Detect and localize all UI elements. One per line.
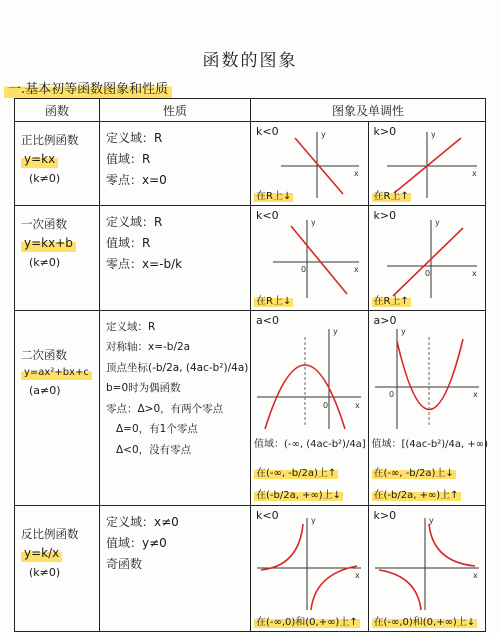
prop-line: 奇函数	[106, 557, 143, 571]
k-label: k<0	[256, 509, 279, 522]
x-label: x	[471, 269, 477, 278]
origin-label: 0	[388, 390, 394, 399]
mono-label: 在(-∞, -b/2a)上↓	[372, 464, 456, 479]
prop-cell	[100, 311, 251, 506]
curve	[379, 570, 421, 610]
y-label: y	[428, 516, 434, 525]
prop-line: Δ=0，有1个零点	[116, 423, 198, 436]
prop-line: 零点：Δ>0，有两个零点	[106, 402, 224, 415]
curve	[261, 524, 303, 570]
graph-cell	[251, 122, 486, 206]
func-name: 反比例函数	[21, 527, 79, 541]
prop-line: 定义域：R	[106, 321, 156, 333]
graph-pane-left	[251, 122, 368, 205]
origin-label: 0	[301, 265, 307, 274]
table-row	[15, 206, 486, 311]
x-label: x	[354, 169, 359, 178]
curve	[393, 228, 463, 296]
y-label: y	[311, 516, 316, 525]
mono-label: 在R上↓	[254, 187, 293, 202]
func-formula: y=ax²+bx+c	[21, 366, 92, 380]
table-row	[15, 506, 486, 632]
func-cond: (k≠0)	[29, 565, 61, 579]
graph-pane-left	[251, 506, 368, 631]
table-row	[15, 122, 486, 206]
prop-line: 对称轴：x=-b/2a	[106, 341, 191, 354]
x-label: x	[472, 390, 478, 399]
x-label: x	[354, 265, 359, 274]
graph-cell	[251, 506, 486, 632]
prop-line: 定义域：R	[106, 131, 163, 145]
func-cell	[15, 506, 100, 632]
x-label: x	[471, 169, 477, 178]
graph-pane-right	[368, 206, 486, 310]
origin-label: 0	[323, 401, 329, 410]
header-prop: 性质	[100, 99, 251, 122]
y-label: y	[400, 327, 406, 336]
mono-label: 在(-∞,0)和(0,+∞)上↓	[372, 613, 478, 628]
graph-pane-right	[368, 506, 486, 631]
graph-cell	[251, 206, 486, 311]
graph-pane-left	[251, 311, 368, 505]
graph-pane-right	[368, 122, 486, 205]
section-heading: 一.基本初等函数图象和性质	[4, 77, 172, 98]
mono-label: 在(-b/2a, +∞)上↓	[254, 486, 343, 501]
k-label: k<0	[256, 209, 279, 222]
func-cell	[15, 311, 100, 506]
y-label: y	[311, 218, 316, 227]
func-name: 二次函数	[21, 348, 67, 362]
k-label: k>0	[373, 209, 397, 222]
curve	[429, 524, 475, 566]
x-label: x	[355, 401, 360, 410]
func-cond: (a≠0)	[29, 384, 61, 398]
k-label: k>0	[373, 125, 397, 138]
prop-line: 值域：R	[106, 152, 151, 166]
k-label: a>0	[373, 314, 397, 327]
y-label: y	[333, 327, 338, 336]
prop-line: b=0时为偶函数	[106, 382, 181, 395]
prop-line: 零点：x=-b/k	[106, 257, 183, 271]
mono-label: 在(-∞, -b/2a)上↑	[254, 464, 338, 479]
range-label: 值域：(-∞, (4ac-b²)/4a]	[254, 439, 366, 450]
mono-label: 在R上↑	[372, 292, 411, 307]
k-label: k<0	[256, 125, 279, 138]
prop-cell	[100, 122, 251, 206]
header-func: 函数	[15, 99, 100, 122]
curve	[397, 339, 463, 410]
origin-label: 0	[424, 269, 430, 278]
header-row	[15, 99, 486, 122]
function-table	[14, 98, 486, 632]
prop-line: 定义域：x≠0	[106, 515, 179, 529]
func-cond: (k≠0)	[29, 255, 61, 269]
k-label: a<0	[256, 314, 279, 327]
table-row	[15, 311, 486, 506]
curve	[311, 566, 357, 610]
func-name: 正比例函数	[21, 133, 79, 147]
mono-label: 在(-∞,0)和(0,+∞)上↑	[254, 613, 360, 628]
y-label: y	[434, 218, 440, 227]
prop-line: 顶点坐标(-b/2a, (4ac-b²)/4a)	[106, 361, 249, 374]
graph-cell	[251, 311, 486, 506]
func-name: 一次函数	[21, 217, 67, 231]
y-label: y	[321, 130, 326, 139]
func-formula: y=kx	[21, 151, 58, 168]
func-cond: (k≠0)	[29, 171, 61, 185]
prop-line: Δ<0，没有零点	[116, 443, 192, 456]
func-cell	[15, 206, 100, 311]
curve	[291, 226, 347, 294]
graph-pane-left	[251, 206, 368, 310]
mono-label: 在(-b/2a, +∞)上↑	[372, 486, 461, 501]
prop-line: 值域：R	[106, 236, 151, 250]
func-formula: y=k/x	[21, 545, 62, 562]
page-title: 函数的图象	[202, 51, 298, 71]
mono-label: 在R上↑	[372, 187, 411, 202]
func-cell	[15, 122, 100, 206]
prop-line: 定义域：R	[106, 215, 163, 229]
k-label: k>0	[373, 509, 397, 522]
graph-pane-right	[368, 311, 486, 505]
y-label: y	[430, 130, 436, 139]
header-graph: 图象及单调性	[251, 99, 486, 122]
prop-line: 零点：x=0	[106, 173, 167, 187]
prop-cell	[100, 506, 251, 632]
mono-label: 在R上↓	[254, 292, 293, 307]
prop-line: 值域：y≠0	[106, 536, 167, 550]
range-label: 值域：[(4ac-b²)/4a, +∞)	[371, 439, 488, 450]
x-label: x	[472, 571, 478, 580]
func-formula: y=kx+b	[21, 235, 76, 252]
prop-cell	[100, 206, 251, 311]
x-label: x	[355, 571, 360, 580]
